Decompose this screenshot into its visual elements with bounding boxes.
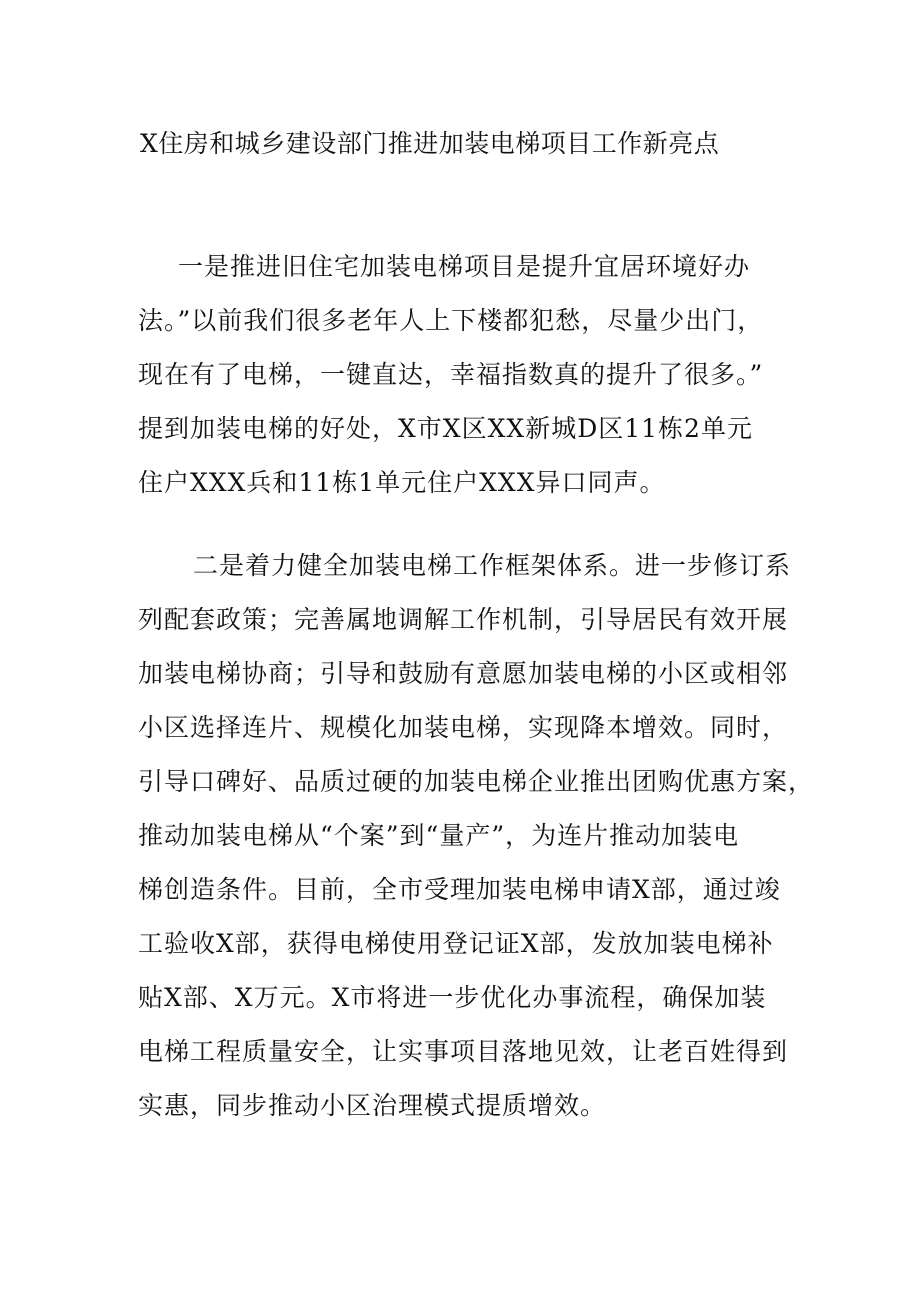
paragraph-1-line: 住户XXX兵和11栋1单元住户XXX异口同声。 [138, 468, 666, 497]
paragraph-2-line: 梯创造条件。目前，全市受理加装电梯申请X部，通过竣 [138, 875, 781, 904]
paragraph-2-line: 加装电梯协商；引导和鼓励有意愿加装电梯的小区或相邻 [138, 659, 789, 688]
paragraph-2-line: 电梯工程质量安全，让实事项目落地见效，让老百姓得到 [138, 1037, 789, 1066]
paragraph-2-line: 引导口碑好、品质过硬的加装电梯企业推出团购优惠方案， [138, 767, 815, 796]
paragraph-2-line: 二是着力健全加装电梯工作框架体系。进一步修订系 [193, 551, 792, 580]
document-title: X住房和城乡建设部门推进加装电梯项目工作新亮点 [140, 129, 720, 158]
paragraph-2 [138, 539, 815, 1133]
paragraph-1-line: 法。”以前我们很多老年人上下楼都犯愁，尽量少出门， [138, 306, 764, 335]
paragraph-1-line: 现在有了电梯，一键直达，幸福指数真的提升了很多。” [138, 360, 764, 389]
paragraph-2-line: 小区选择连片、规模化加装电梯，实现降本增效。同时， [138, 713, 789, 742]
paragraph-1-line: 提到加装电梯的好处，X市X区XX新城D区11栋2单元 [138, 414, 753, 443]
paragraph-1-line: 一是推进旧住宅加装电梯项目是提升宜居环境好办 [178, 252, 751, 281]
paragraph-2-line: 推动加装电梯从“个案”到“量产”，为连片推动加装电 [138, 821, 740, 850]
paragraph-2-line: 工验收X部，获得电梯使用登记证X部，发放加装电梯补 [138, 929, 774, 958]
paragraph-2-line: 实惠，同步推动小区治理模式提质增效。 [138, 1091, 607, 1120]
paragraph-2-line: 列配套政策；完善属地调解工作机制，引导居民有效开展 [138, 605, 789, 634]
paragraph-2-line: 贴X部、X万元。X市将进一步优化办事流程，确保加装 [138, 983, 767, 1012]
paragraph-1 [138, 240, 798, 510]
